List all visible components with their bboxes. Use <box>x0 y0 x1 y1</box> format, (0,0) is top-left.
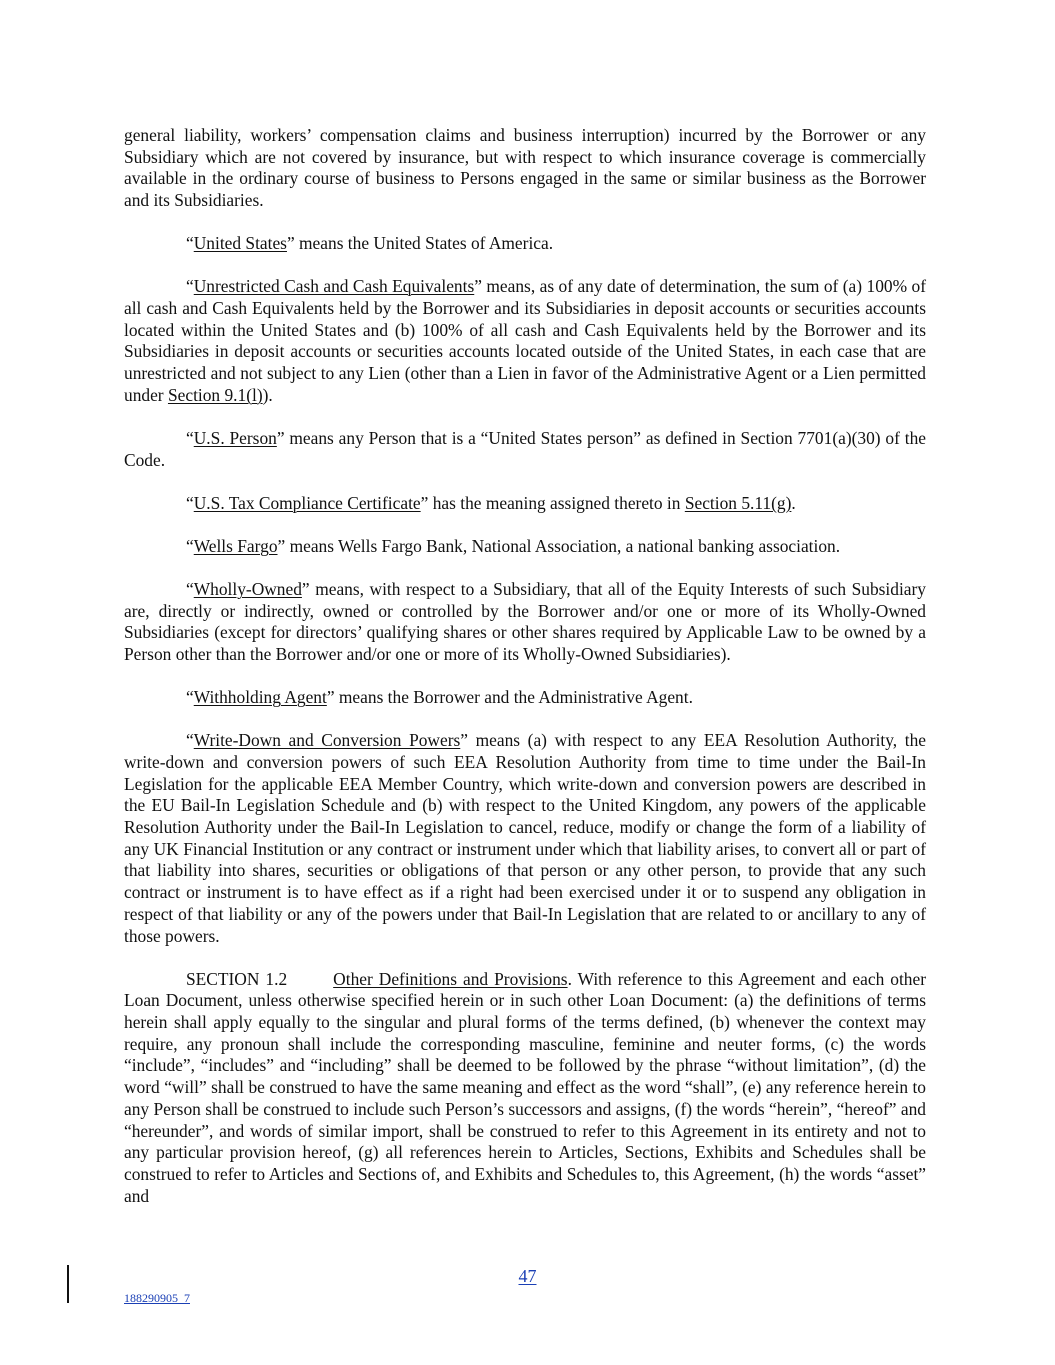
defined-term: Unrestricted Cash and Cash Equivalents <box>193 276 475 297</box>
defined-term: United States <box>193 233 287 254</box>
definition-text: ” means (a) with respect to any EEA Resolution Authority, the write-down and conversion powers of such EEA Resolution Authority from time to time under the Bail-In Legislation for the applicable EEA Member Country, which write-down and conversion powers are described in the EU Bail-In Legislation Schedule and (b) with respect to the United Kingdom, any powers of the applicable Resolution Authority under the Bail-In Legislation to cancel, reduce, modify or change the form of a liability of any UK Financial Institution or any contract or instrument under which that liability arises, to convert all or part of that liability into shares, securities or obligations of that person or any other person, to provide that any such contract or instrument is to have effect as if a right had been exercised under it or to suspend any obligation in respect of that liability or any of the powers under that Bail-In Legislation that are related to or ancillary to any of those powers. <box>124 730 927 946</box>
definition-tail: ). <box>262 384 273 405</box>
defined-term: Write-Down and Conversion Powers <box>193 730 461 751</box>
definition-text: ” means, with respect to a Subsidiary, that all of the Equity Interests of such Subsidiary are, directly or indirectly, owned or controlled by the Borrower and/or one or more of its Wholly-Owned Subsidiaries (except for directors’ qualifying shares or other shares required by Applicable Law to be owned by a Person other than the Borrower and/or one or more of its Wholly-Owned Subsidiaries). <box>124 578 926 664</box>
page-number[interactable]: 47 <box>518 1266 537 1286</box>
definition-wells-fargo: “Wells Fargo” means Wells Fargo Bank, National Association, a national banking association. <box>186 535 841 556</box>
definition-withholding-agent: “Withholding Agent” means the Borrower and the Administrative Agent. <box>186 687 693 708</box>
definition-unrestricted-cash: “Unrestricted Cash and Cash Equivalents” means, as of any date of determination, the sum of (a) 100% of all cash and Cash Equivalents held by the Borrower and its Subsidiaries in deposit accounts or securities accounts located within the United States and (b) 100% of all cash and Cash Equivalents held by the Borrower and its Subsidiaries in deposit accounts or securities accounts located outside of the United States, in each case that are unrestricted and not subject to any Lien (other than a Lien in favor of the Administrative Agent or a Lien permitted under Section 9.1(l)). <box>124 276 927 405</box>
section-number: SECTION 1.2 <box>186 968 288 989</box>
document-body <box>124 125 926 1229</box>
defined-term: Wells Fargo <box>193 535 278 556</box>
definition-text: ” means any Person that is a “United States person” as defined in Section 7701(a)(30) of the Code. <box>124 427 926 470</box>
definition-text: ” has the meaning assigned thereto in <box>420 492 685 513</box>
definition-text: ” means Wells Fargo Bank, National Association, a national banking association. <box>277 535 841 556</box>
section-reference: Section 5.11(g) <box>684 492 792 513</box>
definition-wholly-owned: “Wholly-Owned” means, with respect to a Subsidiary, that all of the Equity Interests of such Subsidiary are, directly or indirectly, owned or controlled by the Borrower and/or one or more of its Wholly-Owned Subsidiaries (except for directors’ qualifying shares or other shares required by Applicable Law to be owned by a Person other than the Borrower and/or one or more of its Wholly-Owned Subsidiaries). <box>124 578 926 664</box>
continuation-paragraph: general liability, workers’ compensation claims and business interruption) incurred by the Borrower or any Subsidiary which are not covered by insurance, but with respect to which insurance coverage is commercially available in the ordinary course of business to Persons engaged in the same or similar business as the Borrower and its Subsidiaries. <box>124 125 926 211</box>
section-title: Other Definitions and Provisions <box>333 968 568 989</box>
definition-us-person: “U.S. Person” means any Person that is a “United States person” as defined in Section 7701(a)(30) of the Code. <box>124 427 926 470</box>
document-id[interactable]: 188290905_7 <box>124 1291 190 1305</box>
definition-text: ” means the Borrower and the Administrative Agent. <box>326 687 693 708</box>
defined-term: Wholly-Owned <box>193 578 302 599</box>
section-text: . With reference to this Agreement and each other Loan Document, unless otherwise specified herein or in such other Loan Document: (a) the definitions of terms herein shall apply equally to the singular and plural forms of the terms defined, (b) whenever the context may require, any pronoun shall include the corresponding masculine, feminine and neuter forms, (c) the words “include”, “includes” and “including” shall be deemed to be followed by the phrase “without limitation”, (d) the word “will” shall be construed to have the same meaning and effect as the word “shall”, (e) any reference herein to any Person shall be construed to include such Person’s successors and assigns, (f) the words “herein”, “hereof” and “hereunder”, and words of similar import, shall be construed to refer to this Agreement in its entirety and not to any particular provision hereof, (g) all references herein to Articles, Sections, Exhibits and Schedules shall be construed to refer to Articles and Sections of, and Exhibits and Schedules to, this Agreement, (h) the words “asset” and <box>124 968 926 1206</box>
definition-united-states: “United States” means the United States of America. <box>186 233 554 254</box>
definition-text: ” means, as of any date of determination, the sum of (a) 100% of all cash and Cash Equivalents held by the Borrower and its Subsidiaries in deposit accounts or securities accounts located within the United States and (b) 100% of all cash and Cash Equivalents held by the Borrower and its Subsidiaries in deposit accounts or securities accounts located outside of the United States, in each case that are unrestricted and not subject to any Lien (other than a Lien in favor of the Administrative Agent or a Lien permitted under <box>124 276 927 405</box>
section-1-2-paragraph <box>124 969 926 1208</box>
defined-term: U.S. Person <box>193 427 277 448</box>
definition-write-down-and-conversion-powers: “Write-Down and Conversion Powers” means (a) with respect to any EEA Resolution Authority, the write-down and conversion powers of such EEA Resolution Authority from time to time under the Bail-In Legislation for the applicable EEA Member Country, which write-down and conversion powers are described in the EU Bail-In Legislation Schedule and (b) with respect to the United Kingdom, any powers of the applicable Resolution Authority under the Bail-In Legislation to cancel, reduce, modify or change the form of a liability of any UK Financial Institution or any contract or instrument under which that liability arises, to convert all or part of that liability into shares, securities or obligations of that person or any other person, to provide that any such contract or instrument is to have effect as if a right had been exercised under it or to suspend any obligation in respect of that liability or any of the powers under that Bail-In Legislation that are related to or ancillary to any of those powers. <box>124 730 927 946</box>
definition-us-tax-compliance-certificate: “U.S. Tax Compliance Certificate” has the meaning assigned thereto in Section 5.11(g). <box>186 492 796 513</box>
definition-tail: . <box>791 492 796 513</box>
defined-term: Withholding Agent <box>193 687 327 708</box>
section-reference: Section 9.1(l) <box>167 384 263 405</box>
definition-text: ” means the United States of America. <box>286 233 554 254</box>
defined-term: U.S. Tax Compliance Certificate <box>193 492 421 513</box>
